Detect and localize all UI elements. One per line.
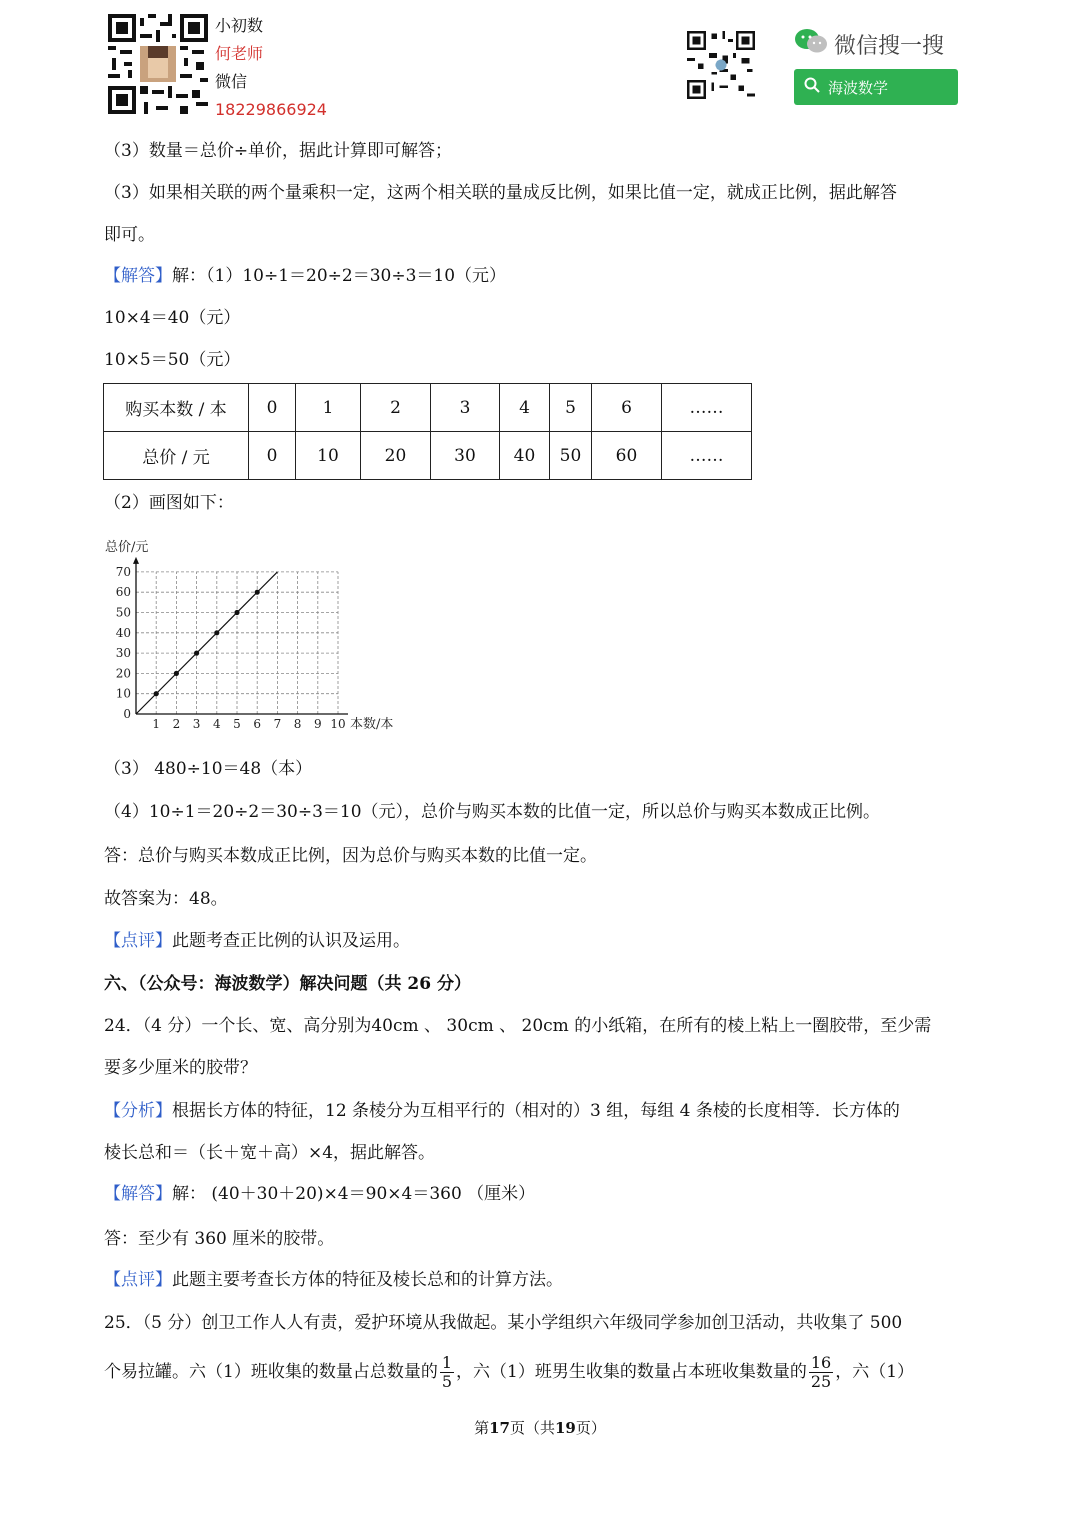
qr-code-right: [687, 31, 755, 99]
wechat-search-label: 微信搜一搜: [834, 33, 945, 59]
wechat-search-query: 海波数学: [828, 78, 889, 97]
question-line: 25．（5 分）创卫工作人人有责，爱护环境从我做起。某小学组织六年级同学参加创卫活动，共收集了 500: [104, 1313, 903, 1333]
x-tick-label: 6: [253, 717, 262, 731]
table-cell: 4: [500, 384, 550, 432]
x-tick-label: 2: [172, 717, 181, 731]
table-cell: ……: [662, 384, 752, 432]
fraction-denominator: 25: [810, 1372, 832, 1391]
text-line: 10×5＝50（元）: [104, 350, 241, 370]
comment-tag: 【点评】: [104, 931, 172, 951]
section-heading: 六、（公众号：海波数学）解决问题（共 26 分）: [104, 974, 471, 994]
question-line: [104, 1352, 914, 1392]
search-icon: [804, 77, 820, 97]
table-cell: 0: [249, 384, 296, 432]
x-tick-label: 9: [313, 717, 322, 731]
qr-code-left: [108, 14, 208, 114]
comment-line: [104, 929, 410, 953]
x-tick-label: 1: [152, 717, 161, 731]
text-line: （4）10÷1＝20÷2＝30÷3＝10（元），总价与购买本数的比值一定，所以总价与购买本数成正比例。: [104, 802, 881, 822]
answer-line: [104, 1182, 535, 1206]
answer-tag: 【解答】: [104, 266, 172, 286]
fraction: [440, 1354, 454, 1391]
fraction-numerator: 16: [810, 1353, 832, 1372]
question-line: 要多少厘米的胶带？: [104, 1058, 257, 1078]
footer-text: 第: [474, 1419, 490, 1437]
page-footer: [0, 1417, 1080, 1438]
contact-info: [215, 12, 327, 124]
y-tick-label: 20: [115, 666, 131, 681]
data-point: [154, 691, 159, 696]
data-point: [214, 630, 219, 635]
text-line: 答：至少有 360 厘米的胶带。: [104, 1229, 335, 1249]
question-text: ，六（1）: [835, 1362, 915, 1382]
x-tick-label: 10: [330, 717, 346, 731]
table-cell: 20: [361, 432, 431, 480]
analysis-text: 根据长方体的特征，12 条棱分为互相平行的（相对的）3 组，每组 4 条棱的长度相等．长方体的: [172, 1101, 900, 1121]
data-point: [194, 651, 199, 656]
answer-tag: 【解答】: [104, 1184, 172, 1204]
table-cell: 0: [249, 432, 296, 480]
text-line: （3）数量＝总价÷单价，据此计算即可解答；: [104, 141, 453, 161]
text-line: （2）画图如下：: [104, 493, 234, 513]
contact-phone: 18229866924: [215, 100, 327, 119]
chart-xlabel: 本数/本: [350, 717, 394, 732]
table-row: [104, 384, 752, 432]
table-cell: 40: [500, 432, 550, 480]
table-cell: 6: [592, 384, 662, 432]
page-total: 19: [555, 1419, 576, 1437]
x-tick-label: 3: [192, 717, 201, 731]
y-axis-arrow: [133, 557, 139, 564]
analysis-line: [104, 1099, 900, 1123]
table-cell: 2: [361, 384, 431, 432]
table-cell: ……: [662, 432, 752, 480]
y-tick-label: 40: [115, 625, 131, 640]
table-cell: 购买本数 / 本: [104, 384, 249, 432]
table-cell: 30: [431, 432, 500, 480]
y-tick-label: 50: [115, 605, 131, 620]
y-tick-label: 0: [123, 707, 131, 721]
y-tick-label: 10: [115, 686, 131, 701]
y-tick-label: 30: [115, 646, 131, 661]
x-tick-label: 8: [293, 717, 302, 731]
table-cell: 总价 / 元: [104, 432, 249, 480]
data-point: [234, 610, 239, 615]
table-cell: 60: [592, 432, 662, 480]
comment-text: 此题考查正比例的认识及运用。: [172, 931, 410, 951]
text-line: 10×4＝40（元）: [104, 308, 241, 328]
table-cell: 5: [550, 384, 592, 432]
analysis-tag: 【分析】: [104, 1101, 172, 1121]
data-point: [174, 671, 179, 676]
contact-line-2: 何老师: [215, 44, 264, 63]
table-cell: 3: [431, 384, 500, 432]
y-tick-label: 60: [115, 585, 131, 600]
answer-text: 解： (40＋30＋20)×4＝90×4＝360 （厘米）: [172, 1184, 536, 1204]
fraction-numerator: 1: [441, 1353, 453, 1372]
wechat-icon: [794, 28, 828, 60]
footer-text: 页）: [575, 1419, 606, 1437]
footer-text: 页（共: [509, 1419, 555, 1437]
table-cell: 50: [550, 432, 592, 480]
text-line: （3）如果相关联的两个量乘积一定，这两个相关联的量成反比例，如果比值一定，就成正比例，据此解答: [104, 183, 897, 203]
comment-text: 此题主要考查长方体的特征及棱长总和的计算方法。: [172, 1270, 563, 1290]
text-line: 即可。: [104, 225, 155, 245]
answer-line: [104, 264, 506, 288]
table-cell: 10: [296, 432, 361, 480]
page-number: 17: [489, 1419, 510, 1437]
text-line: （3） 480÷10＝48（本）: [104, 759, 313, 779]
data-point: [255, 590, 260, 595]
analysis-line: 棱长总和＝（长＋宽＋高）×4，据此解答。: [104, 1143, 436, 1163]
comment-tag: 【点评】: [104, 1270, 172, 1290]
fraction: [809, 1354, 833, 1391]
answer-text: 解：（1）10÷1＝20÷2＝30÷3＝10（元）: [172, 266, 507, 286]
table-row: [104, 432, 752, 480]
table-cell: 1: [296, 384, 361, 432]
y-tick-label: 70: [115, 564, 131, 579]
chart-ylabel: 总价/元: [105, 540, 149, 555]
text-line: 故答案为：48。: [104, 889, 228, 909]
line-chart: [100, 532, 410, 740]
x-tick-label: 5: [233, 717, 241, 731]
question-text: ，六（1）班男生收集的数量占本班收集数量的: [456, 1362, 807, 1382]
x-tick-label: 4: [212, 717, 221, 731]
contact-line-1: 小初数: [215, 16, 264, 35]
question-line: 24．（4 分）一个长、宽、高分别为40cm 、 30cm 、 20cm 的小纸箱，在所有的棱上粘上一圈胶带，至少需: [104, 1016, 932, 1036]
text-line: 答：总价与购买本数成正比例，因为总价与购买本数的比值一定。: [104, 846, 597, 866]
contact-line-3: 微信: [215, 72, 248, 91]
x-tick-label: 7: [273, 717, 282, 731]
wechat-search-box[interactable]: [794, 69, 958, 105]
comment-line: [104, 1268, 563, 1292]
fraction-denominator: 5: [441, 1372, 453, 1391]
wechat-search-title: [794, 28, 944, 60]
question-text: 个易拉罐。六（1）班收集的数量占总数量的: [104, 1362, 438, 1382]
price-table: [103, 383, 752, 480]
